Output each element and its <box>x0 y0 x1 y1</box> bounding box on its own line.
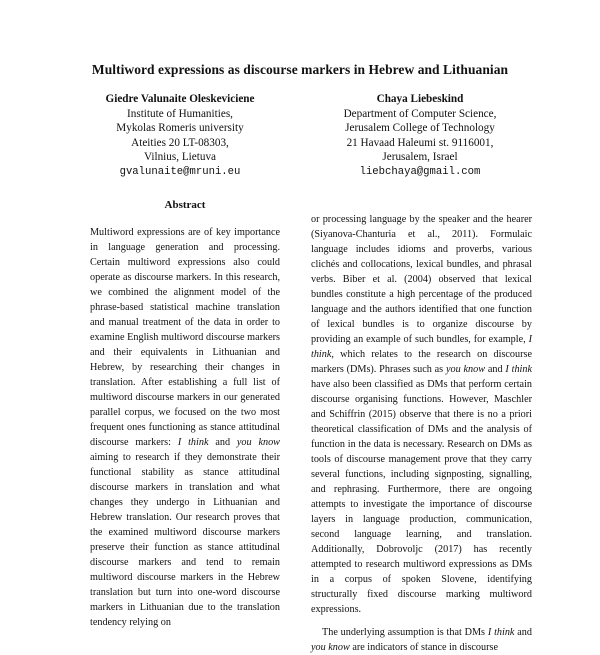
body-text-part: The underlying assumption is that DMs <box>322 627 488 638</box>
abstract-column <box>90 198 280 630</box>
affiliation-line: Mykolas Romeris university <box>116 122 244 135</box>
affiliation-line: 21 Havaad Haleumi st. 9116001, <box>346 136 494 149</box>
author-name: Chaya Liebeskind <box>376 93 464 105</box>
body-text-part: and <box>485 364 506 375</box>
author-name: Giedre Valunaite Oleskeviciene <box>105 93 255 105</box>
abstract-heading: Abstract <box>164 199 206 211</box>
body-text-part: and <box>514 627 532 638</box>
affiliation-line: Department of Computer Science, <box>343 107 497 120</box>
author-email: liebchaya@gmail.com <box>359 165 481 178</box>
body-text-part: or processing language by the speaker and the hearer (Siyanova-Chanturia et al., 2011). Formulaic language includes idioms and proverbs, various clichés and collocations, lexical bundles, and phrasal verbs. Biber et al. (2004) observed that lexical bundles constitute a high percentage of the produced language and the authors identified that one function of lexical bundles is to organize discourse by providing an example of such bundles, for example, <box>311 214 532 345</box>
emphasis-term: I think <box>177 437 209 448</box>
abstract-text <box>90 225 280 630</box>
paper-title: Multiword expressions as discourse markers in Hebrew and Lithuanian <box>91 62 509 77</box>
emphasis-term: you know <box>445 364 486 375</box>
author-email: gvalunaite@mruni.eu <box>119 165 241 178</box>
body-paragraph <box>311 212 532 617</box>
emphasis-term: I think <box>311 334 532 360</box>
affiliation-line: Jerusalem College of Technology <box>345 122 495 135</box>
body-text-part: , which relates to the research on discourse markers (DMs). Phrases such as <box>311 349 532 375</box>
abstract-text-part: and <box>208 437 237 448</box>
affiliation-line: Jerusalem, Israel <box>382 151 458 164</box>
body-text-part: have also been classified as DMs that perform certain discourse organising functions. However, Maschler and Schiffrin (2015) observe that there is no a priori theoretical classification of DMs and the analysis of function in the data is necessary. Research on DMs as tools of discourse management prove that they carry several functions, including signposting, signalling, and rephrasing. Furthermore, there are ongoing attempts to investigate the importance of discourse layers in language production, communication, second language learning, and translation. Additionally, Dobrovoljc (2017) has recently attempted to research multiword expressions as DMs in a corpus of spoken Slovene, identifying structurally fixed discourse marking multiword expressions. <box>311 379 532 615</box>
abstract-text-part: Multiword expressions are of key importance in language generation and processing. Certain multiword expressions also could operate as discourse markers. In this research, we combined the alignment model of the phrase-based statistical machine translation and manual treatment of the data in order to examine English multiword discourse markers and their equivalents in Lithuanian and Hebrew, by researching their changes in translation. After establishing a full list of multiword discourse markers in our generated parallel corpus, we focused on the two most frequent ones functioning as stance attitudinal discourse markers: <box>90 227 280 448</box>
affiliation-line: Institute of Humanities, <box>127 107 233 120</box>
affiliation-line: Ateities 20 LT-08303, <box>131 136 229 149</box>
emphasis-term: I think <box>487 627 515 638</box>
emphasis-term: you know <box>311 642 350 653</box>
affiliation-line: Vilnius, Lietuva <box>143 151 217 164</box>
author-block-2 <box>300 92 540 180</box>
abstract-text-part: aiming to research if they demonstrate their functional stability as stance attitudinal discourse markers in translation and what changes they undergo in Lithuanian and Hebrew translation. Our research proves that the examined multiword discourse markers preserve their function as stance attitudinal discourse markers and tend to remain multiword discourse markers in the Hebrew translation but turn into one-word discourse markers in Lithuanian due to the translation tendency relying on <box>90 452 280 628</box>
body-column <box>311 212 532 655</box>
body-paragraph <box>311 625 532 655</box>
emphasis-term: you know <box>236 437 280 448</box>
author-block-1 <box>60 92 300 180</box>
emphasis-term: I think <box>505 364 532 375</box>
body-text-part: are indicators of stance in discourse <box>349 642 498 653</box>
